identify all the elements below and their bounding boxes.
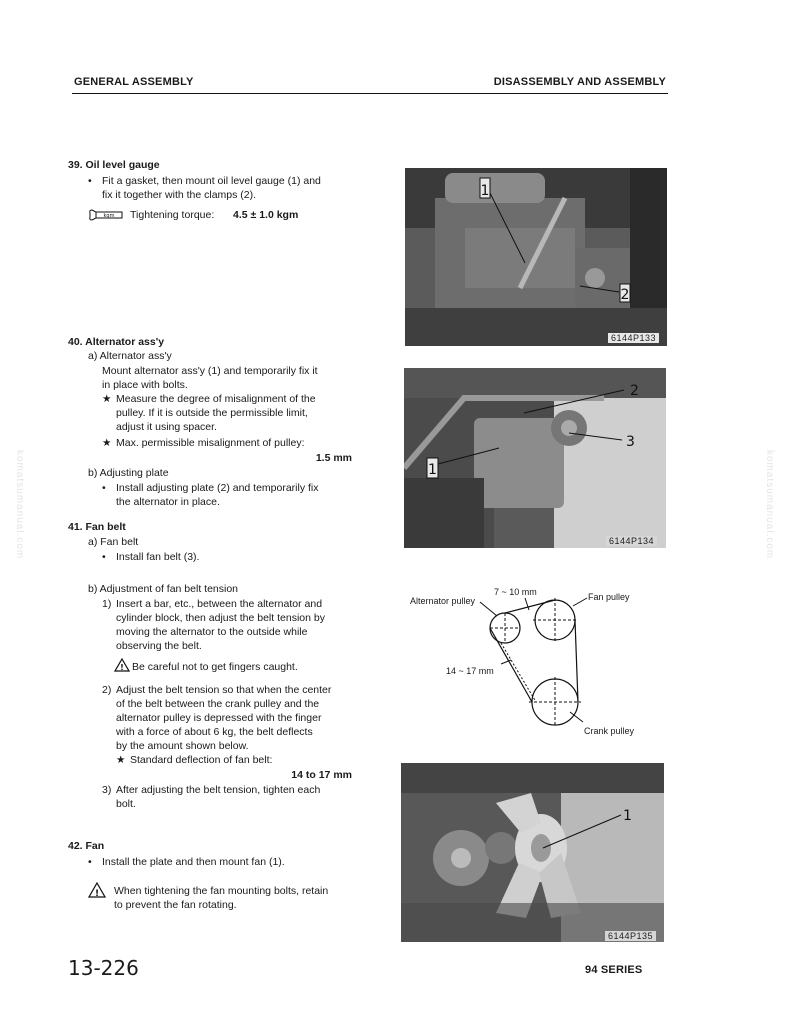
photo-fan [401, 763, 664, 942]
s41-std-value: 14 to 17 mm [291, 769, 352, 781]
s40-m-text-2: pulley. If it is outside the permissible limit, [116, 407, 308, 419]
label-alternator-pulley: Alternator pulley [410, 596, 476, 606]
s40-a-text-2: in place with bolts. [102, 379, 188, 391]
s41-step2-l5: by the amount shown below. [116, 740, 249, 752]
s41-step1-l3: moving the alternator to the outside while [116, 626, 308, 638]
s40-x-value: 1.5 mm [315, 452, 352, 464]
svg-text:1: 1 [480, 183, 490, 199]
star-icon: ★ [102, 437, 112, 449]
label-7-10mm: 7 ~ 10 mm [494, 587, 537, 597]
svg-text:3: 3 [626, 434, 635, 450]
s40-x-text: Max. permissible misalignment of pulley: [116, 437, 305, 449]
figure-code: 6144P134 [606, 536, 657, 546]
step-number: 3) [102, 784, 112, 796]
section-42-title: 42. Fan [68, 840, 105, 852]
s42-warning-l2: to prevent the fan rotating. [114, 899, 237, 911]
s41-step2-l3: alternator pulley is depressed with the finger [116, 712, 322, 724]
s39-text-1: Fit a gasket, then mount oil level gauge (1) and [102, 175, 321, 187]
figure-code: 6144P133 [608, 333, 659, 343]
s41-step1-l1: Insert a bar, etc., between the alternator and [116, 598, 323, 610]
s41-a-label: a) Fan belt [88, 536, 139, 548]
bullet: • [88, 175, 92, 187]
label-crank-pulley: Crank pulley [584, 726, 635, 736]
header-rule [72, 93, 668, 94]
s40-a-label: a) Alternator ass'y [88, 350, 172, 362]
header-right: DISASSEMBLY AND ASSEMBLY [493, 76, 666, 88]
figure-code: 6144P135 [605, 931, 656, 941]
s41-warning: Be careful not to get fingers caught. [132, 661, 298, 673]
s41-std-label: Standard deflection of fan belt: [130, 754, 273, 766]
page-number: 13-226 [68, 956, 139, 980]
svg-text:kgm: kgm [103, 213, 115, 219]
svg-text:2: 2 [620, 287, 630, 303]
s39-text-2: fix it together with the clamps (2). [102, 189, 257, 201]
label-14-17mm: 14 ~ 17 mm [446, 666, 494, 676]
s40-m-text-1: Measure the degree of misalignment of the [116, 393, 316, 405]
star-icon: ★ [116, 754, 126, 766]
s40-b-text-2: the alternator in place. [116, 496, 220, 508]
s41-step2-l1: Adjust the belt tension so that when the center [116, 684, 332, 696]
svg-text:1: 1 [623, 808, 632, 824]
header-left: GENERAL ASSEMBLY [74, 76, 194, 88]
s40-b-label: b) Adjusting plate [88, 467, 169, 479]
s41-step1-l2: cylinder block, then adjust the belt tension by [116, 612, 325, 624]
torque-wrench-icon [88, 208, 124, 222]
s41-step2-l4: with a force of about 6 kg, the belt deflects [116, 726, 313, 738]
section-39-title: 39. Oil level gauge [68, 159, 160, 171]
s41-step1-l4: observing the belt. [116, 640, 202, 652]
s41-a-text: Install fan belt (3). [116, 551, 200, 563]
step-number: 1) [102, 598, 112, 610]
s40-a-text-1: Mount alternator ass'y (1) and temporarily fix it [102, 365, 318, 377]
series-label: 94 SERIES [585, 964, 643, 976]
bullet: • [88, 856, 92, 868]
watermark-left: komatsumanual.com [14, 450, 25, 560]
s40-b-text-1: Install adjusting plate (2) and temporarily fix [116, 482, 319, 494]
warning-icon [88, 882, 106, 898]
warning-icon [114, 658, 130, 672]
s41-b-label: b) Adjustment of fan belt tension [88, 583, 239, 595]
bullet: • [102, 551, 106, 563]
star-icon: ★ [102, 393, 112, 405]
svg-text:!: ! [94, 889, 100, 898]
s41-step3-l2: bolt. [116, 798, 136, 810]
s41-step3-l1: After adjusting the belt tension, tighten each [116, 784, 321, 796]
torque-value: 4.5 ± 1.0 kgm [233, 209, 299, 221]
step-number: 2) [102, 684, 112, 696]
label-fan-pulley: Fan pulley [588, 592, 630, 602]
s40-m-text-3: adjust it using spacer. [116, 421, 217, 433]
section-40-title: 40. Alternator ass'y [68, 336, 165, 348]
svg-text:!: ! [120, 663, 124, 672]
section-41-title: 41. Fan belt [68, 521, 126, 533]
s42-text: Install the plate and then mount fan (1). [102, 856, 285, 868]
torque-label: Tightening torque: [130, 209, 215, 221]
s41-step2-l2: of the belt between the crank pulley and the [116, 698, 320, 710]
photo-oil-level-gauge [405, 168, 667, 346]
s42-warning-l1: When tightening the fan mounting bolts, retain [114, 885, 329, 897]
photo-alternator [404, 368, 666, 548]
watermark-right: komatsumanual.com [764, 450, 775, 560]
bullet: • [102, 482, 106, 494]
svg-text:1: 1 [428, 462, 437, 478]
svg-text:2: 2 [630, 383, 639, 399]
